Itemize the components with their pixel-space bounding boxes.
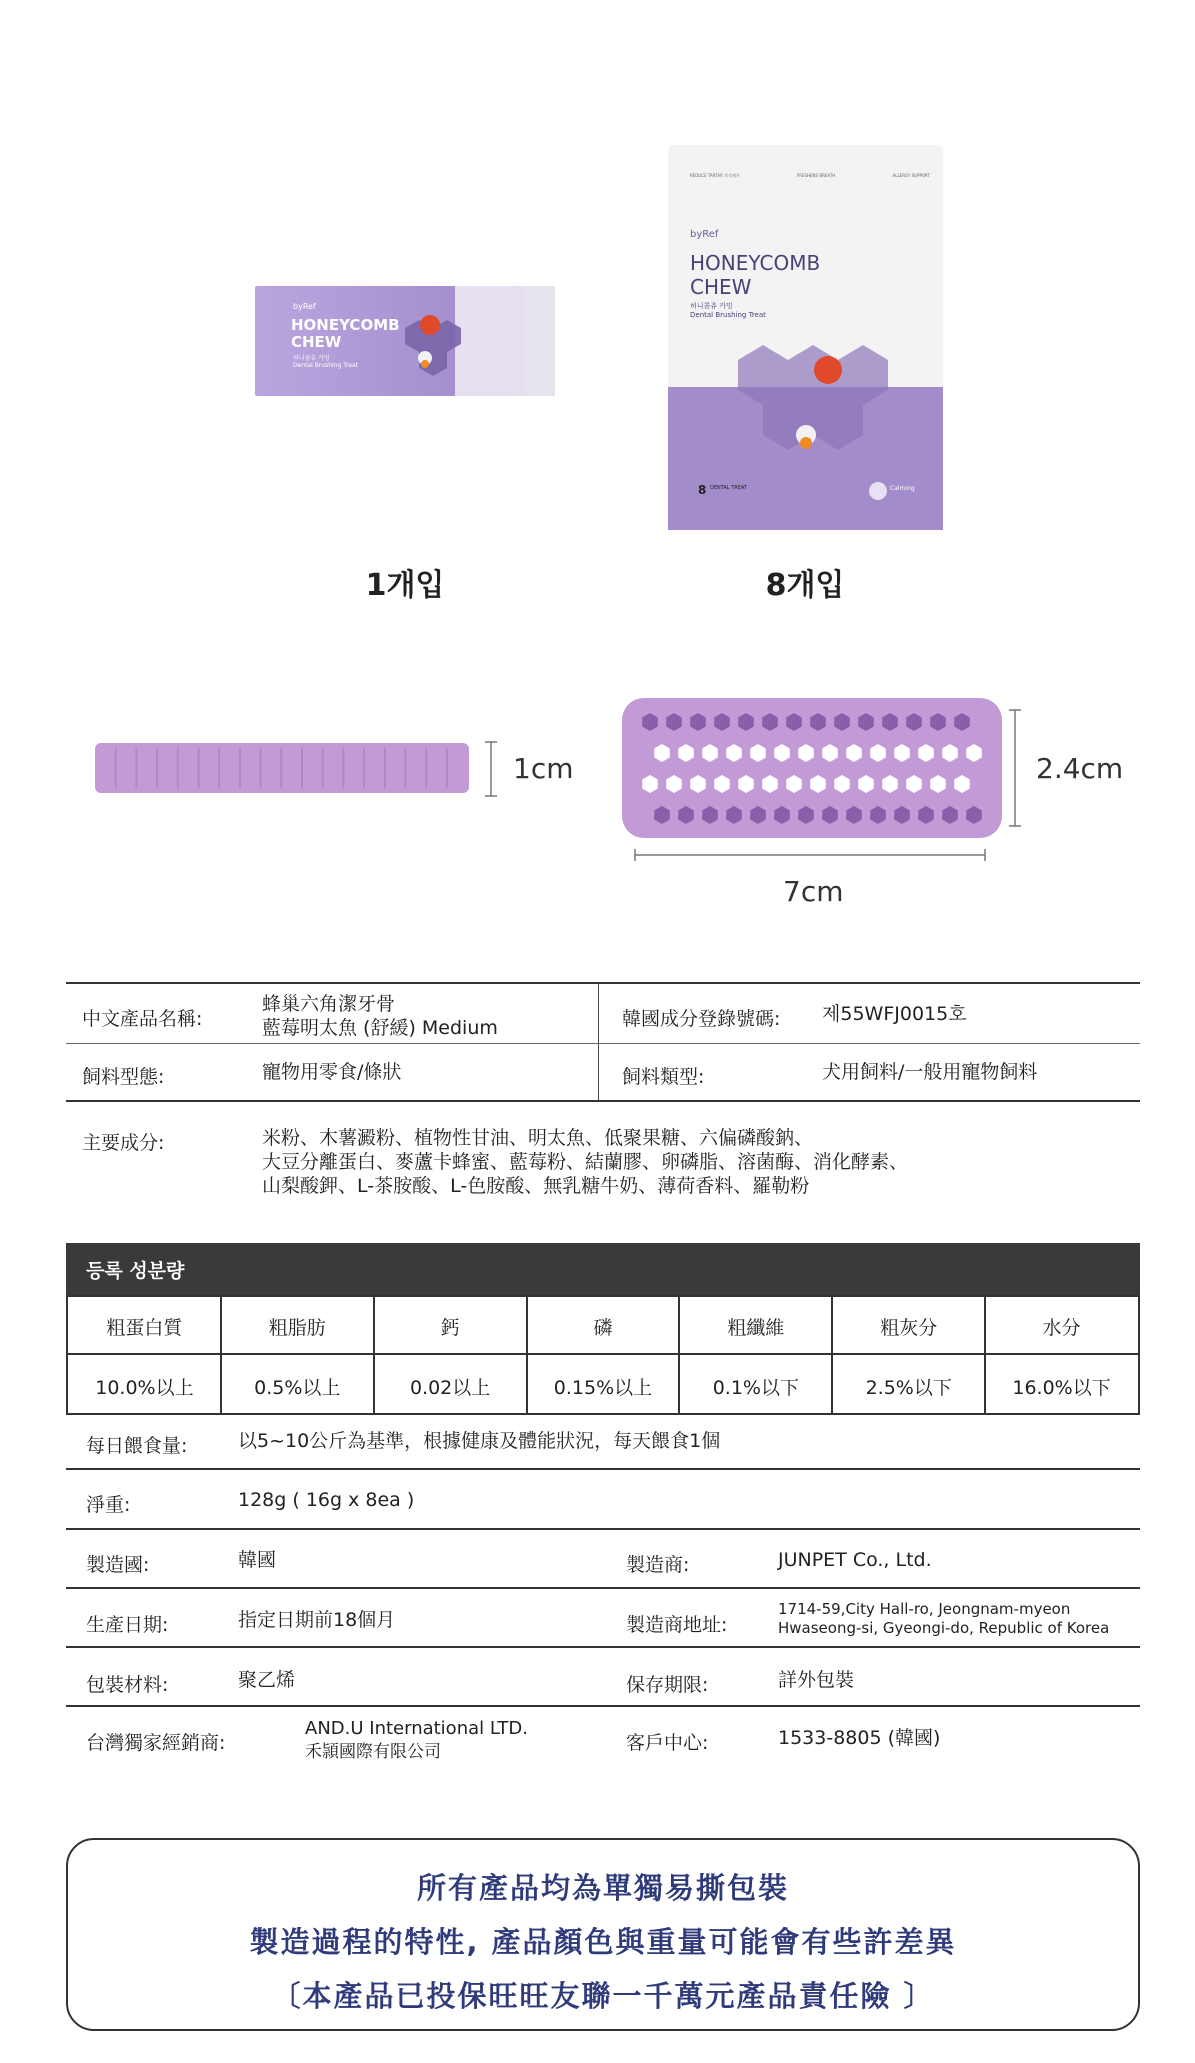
caption-single: 1개입 xyxy=(365,568,445,603)
notice-line3: 〔本產品已投保旺旺友聯一千萬元產品責任險 〕 xyxy=(271,1979,935,2013)
feed-form-value: 寵物用零食/條狀 xyxy=(262,1061,402,1083)
detail-rule-3 xyxy=(66,1587,1140,1589)
nutrition-value-cell: 0.15%以上 xyxy=(553,1377,653,1399)
nutrition-value-cell: 0.02以上 xyxy=(409,1377,491,1399)
nutrition-table xyxy=(66,1295,1140,1415)
bag-badge-1: REDUCE TARTAR 치석제거 xyxy=(690,173,740,178)
ingredients-label: 主要成分: xyxy=(82,1132,165,1154)
thickness-label: 1cm xyxy=(513,752,574,785)
address-line2: Hwaseong-si, Gyeongi-do, Republic of Korea xyxy=(778,1619,1110,1637)
nutrition-header-cell: 粗纖維 xyxy=(727,1317,785,1339)
treat-side-view xyxy=(95,738,469,798)
nutrition-column-divider xyxy=(831,1297,833,1413)
bag-badge-2: FRESHENS BREATH xyxy=(796,173,836,178)
nutrition-header-cell: 磷 xyxy=(593,1317,613,1339)
single-subtitle-en: Dental Brushing Treat xyxy=(293,362,359,369)
bag-badge-3: ALLERGY SUPPORT xyxy=(892,173,930,178)
notice-line2: 製造過程的特性, 產品顏色與重量可能會有些許差異 xyxy=(249,1925,957,1959)
maker-label: 製造商: xyxy=(626,1554,690,1576)
single-subtitle-kr: 허니콤츄 카밍 xyxy=(293,355,330,362)
detail-rule-4 xyxy=(66,1646,1140,1648)
shelf-value: 詳外包裝 xyxy=(778,1669,855,1691)
feed-type-value: 犬用飼料/一般用寵物飼料 xyxy=(822,1061,1038,1083)
caption-bag: 8개입 xyxy=(765,568,845,603)
net-label: 淨重: xyxy=(86,1494,131,1516)
address-line1: 1714-59,City Hall-ro, Jeongnam-myeon xyxy=(778,1600,1071,1618)
nutrition-value-cell: 0.5%以上 xyxy=(254,1377,341,1399)
nutrition-column-divider xyxy=(526,1297,528,1413)
treat-front-view xyxy=(622,698,1002,838)
nutrition-row-divider xyxy=(68,1353,1138,1355)
distributor-line1: AND.U International LTD. xyxy=(305,1718,528,1739)
feed-form-label: 飼料型態: xyxy=(82,1066,165,1088)
ingredients-line1: 米粉、木薯澱粉、植物性甘油、明太魚、低聚果糖、六偏磷酸鈉、 xyxy=(262,1127,814,1149)
nutrition-header-cell: 粗脂肪 xyxy=(268,1317,326,1339)
nutrition-header-cell: 粗灰分 xyxy=(880,1317,938,1339)
spec-row-rule-1 xyxy=(66,1043,1140,1044)
single-name-line1: HONEYCOMB xyxy=(291,316,400,334)
daily-value: 以5~10公斤為基準，根據健康及體能狀況，每天餵食1個 xyxy=(238,1430,721,1452)
bag-subtitle-kr: 허니콤츄 카밍 xyxy=(690,302,733,310)
spec-divider xyxy=(598,983,599,1101)
bag-badges xyxy=(690,173,930,179)
single-pack-image xyxy=(255,280,555,402)
packaging-label: 包裝材料: xyxy=(86,1674,169,1696)
thickness-dimension-line xyxy=(484,740,498,798)
product-name-label: 中文產品名稱: xyxy=(82,1008,203,1030)
width-label: 7cm xyxy=(783,875,844,908)
nutrition-column-divider xyxy=(678,1297,680,1413)
bag-name-line1: HONEYCOMB xyxy=(690,251,821,275)
height-dimension-line xyxy=(1008,708,1022,828)
bag-subtitle-en: Dental Brushing Treat xyxy=(690,311,766,319)
bag-name-line2: CHEW xyxy=(690,275,752,299)
address-label: 製造商地址: xyxy=(626,1614,728,1636)
height-label: 2.4cm xyxy=(1036,752,1124,785)
origin-label: 製造國: xyxy=(86,1554,150,1576)
nutrition-value-cell: 10.0%以上 xyxy=(95,1377,194,1399)
origin-value: 韓國 xyxy=(238,1549,277,1571)
service-label: 客戶中心: xyxy=(626,1732,709,1754)
net-value: 128g ( 16g x 8ea ) xyxy=(238,1489,415,1511)
date-label: 生產日期: xyxy=(86,1614,169,1636)
nutrition-value-cell: 2.5%以下 xyxy=(865,1377,952,1399)
ingredients-line3: 山梨酸鉀、L-茶胺酸、L-色胺酸、無乳糖牛奶、薄荷香料、羅勒粉 xyxy=(262,1175,810,1197)
feed-type-label: 飼料類型: xyxy=(622,1066,705,1088)
bag-calming: Calming xyxy=(890,485,915,492)
maker-value: JUNPET Co., Ltd. xyxy=(778,1549,932,1571)
bag-pack-image xyxy=(668,145,943,530)
nutrition-title: 등록 성분량 xyxy=(86,1260,185,1282)
nutrition-header-cell: 粗蛋白質 xyxy=(106,1317,183,1339)
packaging-value: 聚乙烯 xyxy=(238,1669,296,1691)
nutrition-column-divider xyxy=(373,1297,375,1413)
ingredients-line2: 大豆分離蛋白、麥蘆卡蜂蜜、藍莓粉、結蘭膠、卵磷脂、溶菌酶、消化酵素、 xyxy=(262,1151,909,1173)
date-value: 指定日期前18個月 xyxy=(238,1609,396,1631)
nutrition-title-band xyxy=(66,1243,1140,1295)
bag-count-label: DENTAL TREAT xyxy=(710,485,747,491)
detail-rule-2 xyxy=(66,1528,1140,1530)
width-dimension-line xyxy=(633,848,987,862)
distributor-label: 台灣獨家經銷商: xyxy=(86,1732,226,1754)
nutrition-value-cell: 16.0%以下 xyxy=(1012,1377,1111,1399)
notice-box xyxy=(66,1838,1140,2031)
detail-rule-1 xyxy=(66,1468,1140,1470)
distributor-line2: 禾頴國際有限公司 xyxy=(305,1742,441,1762)
single-name-line2: CHEW xyxy=(291,333,342,351)
kr-reg-label: 韓國成分登錄號碼: xyxy=(622,1008,781,1030)
shelf-label: 保存期限: xyxy=(626,1674,709,1696)
bag-brand: byRef xyxy=(690,229,719,240)
single-brand: byRef xyxy=(293,302,316,311)
detail-rule-5 xyxy=(66,1705,1140,1707)
spec-top-rule xyxy=(66,982,1140,984)
product-name-line2: 藍莓明太魚 (舒緩) Medium xyxy=(262,1017,498,1039)
nutrition-value-cell: 0.1%以下 xyxy=(712,1377,799,1399)
nutrition-header-cell: 水分 xyxy=(1042,1317,1081,1339)
service-value: 1533-8805 (韓國) xyxy=(778,1727,941,1749)
spec-row-rule-2 xyxy=(66,1100,1140,1102)
kr-reg-value: 제55WFJ0015호 xyxy=(822,1003,967,1025)
daily-label: 每日餵食量: xyxy=(86,1435,188,1457)
product-name-line1: 蜂巢六角潔牙骨 xyxy=(262,993,396,1015)
nutrition-column-divider xyxy=(220,1297,222,1413)
bag-count: 8 xyxy=(698,483,707,497)
nutrition-header-cell: 鈣 xyxy=(440,1317,460,1339)
nutrition-column-divider xyxy=(984,1297,986,1413)
notice-line1: 所有產品均為單獨易撕包裝 xyxy=(416,1871,789,1905)
